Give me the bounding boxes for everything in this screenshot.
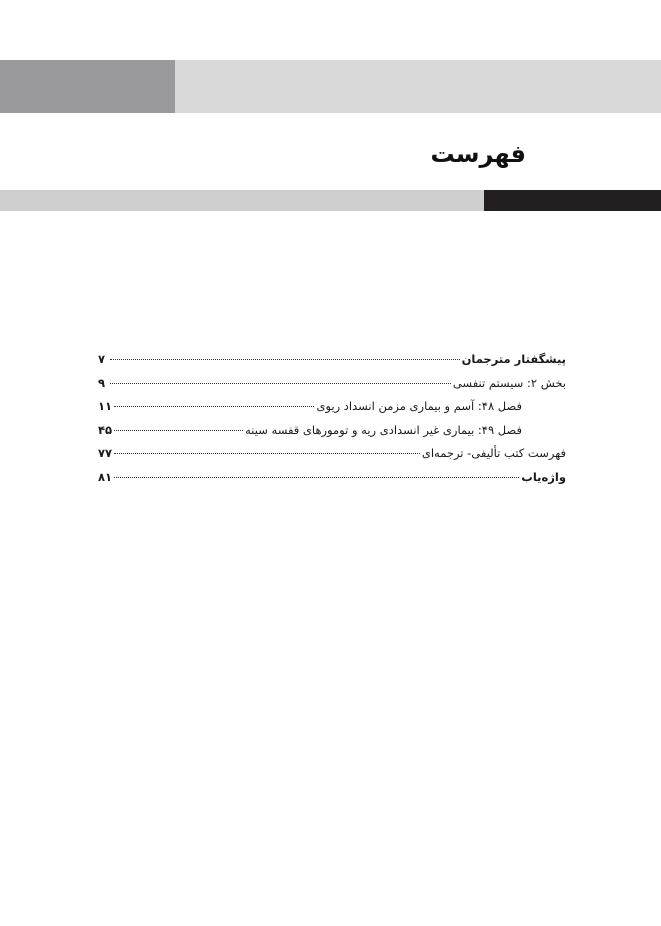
toc-entry-page: ۷۷ xyxy=(98,446,113,461)
toc-leader-dots xyxy=(110,359,460,360)
toc-entry-label: پیشگفتار مترجمان xyxy=(461,352,566,366)
toc-entry[interactable] xyxy=(98,423,566,447)
toc-leader-dots xyxy=(110,383,451,384)
toc-entry-page: ۷ xyxy=(98,352,106,366)
toc-entry-label: واژه‌یاب xyxy=(521,469,566,484)
toc-entry[interactable] xyxy=(98,376,566,400)
toc-leader-dots xyxy=(114,477,519,478)
page-title: فهرست xyxy=(430,140,526,168)
toc-leader-dots xyxy=(114,453,420,454)
toc-entry[interactable] xyxy=(98,352,566,376)
toc-entry-label: فصل ۴۹: بیماری غیر انسدادی ریه و تومورهای قفسه سینه xyxy=(245,422,522,437)
toc-entry-page: ۹ xyxy=(98,375,106,390)
toc-entry-label: فهرست کتب تألیفی- ترجمه‌ای xyxy=(421,446,566,461)
title-rule-dark xyxy=(484,190,661,211)
toc-entry[interactable] xyxy=(98,399,566,423)
toc-entry-page: ۴۵ xyxy=(98,422,113,437)
toc-leader-dots xyxy=(114,406,314,407)
toc-entry-page: ۱۱ xyxy=(98,399,113,414)
toc-leader-dots xyxy=(114,430,243,431)
toc-entry-label: بخش ۲: سیستم تنفسی xyxy=(452,375,566,390)
header-band-light xyxy=(175,60,661,113)
toc-entry-label: فصل ۴۸: آسم و بیماری مزمن انسداد ریوی xyxy=(316,399,522,414)
toc-entry-page: ۸۱ xyxy=(98,469,113,484)
toc-entry[interactable] xyxy=(98,446,566,470)
toc-entry[interactable] xyxy=(98,470,566,494)
table-of-contents xyxy=(98,352,566,494)
header-band-dark xyxy=(0,60,175,113)
title-rule-light xyxy=(0,190,484,211)
